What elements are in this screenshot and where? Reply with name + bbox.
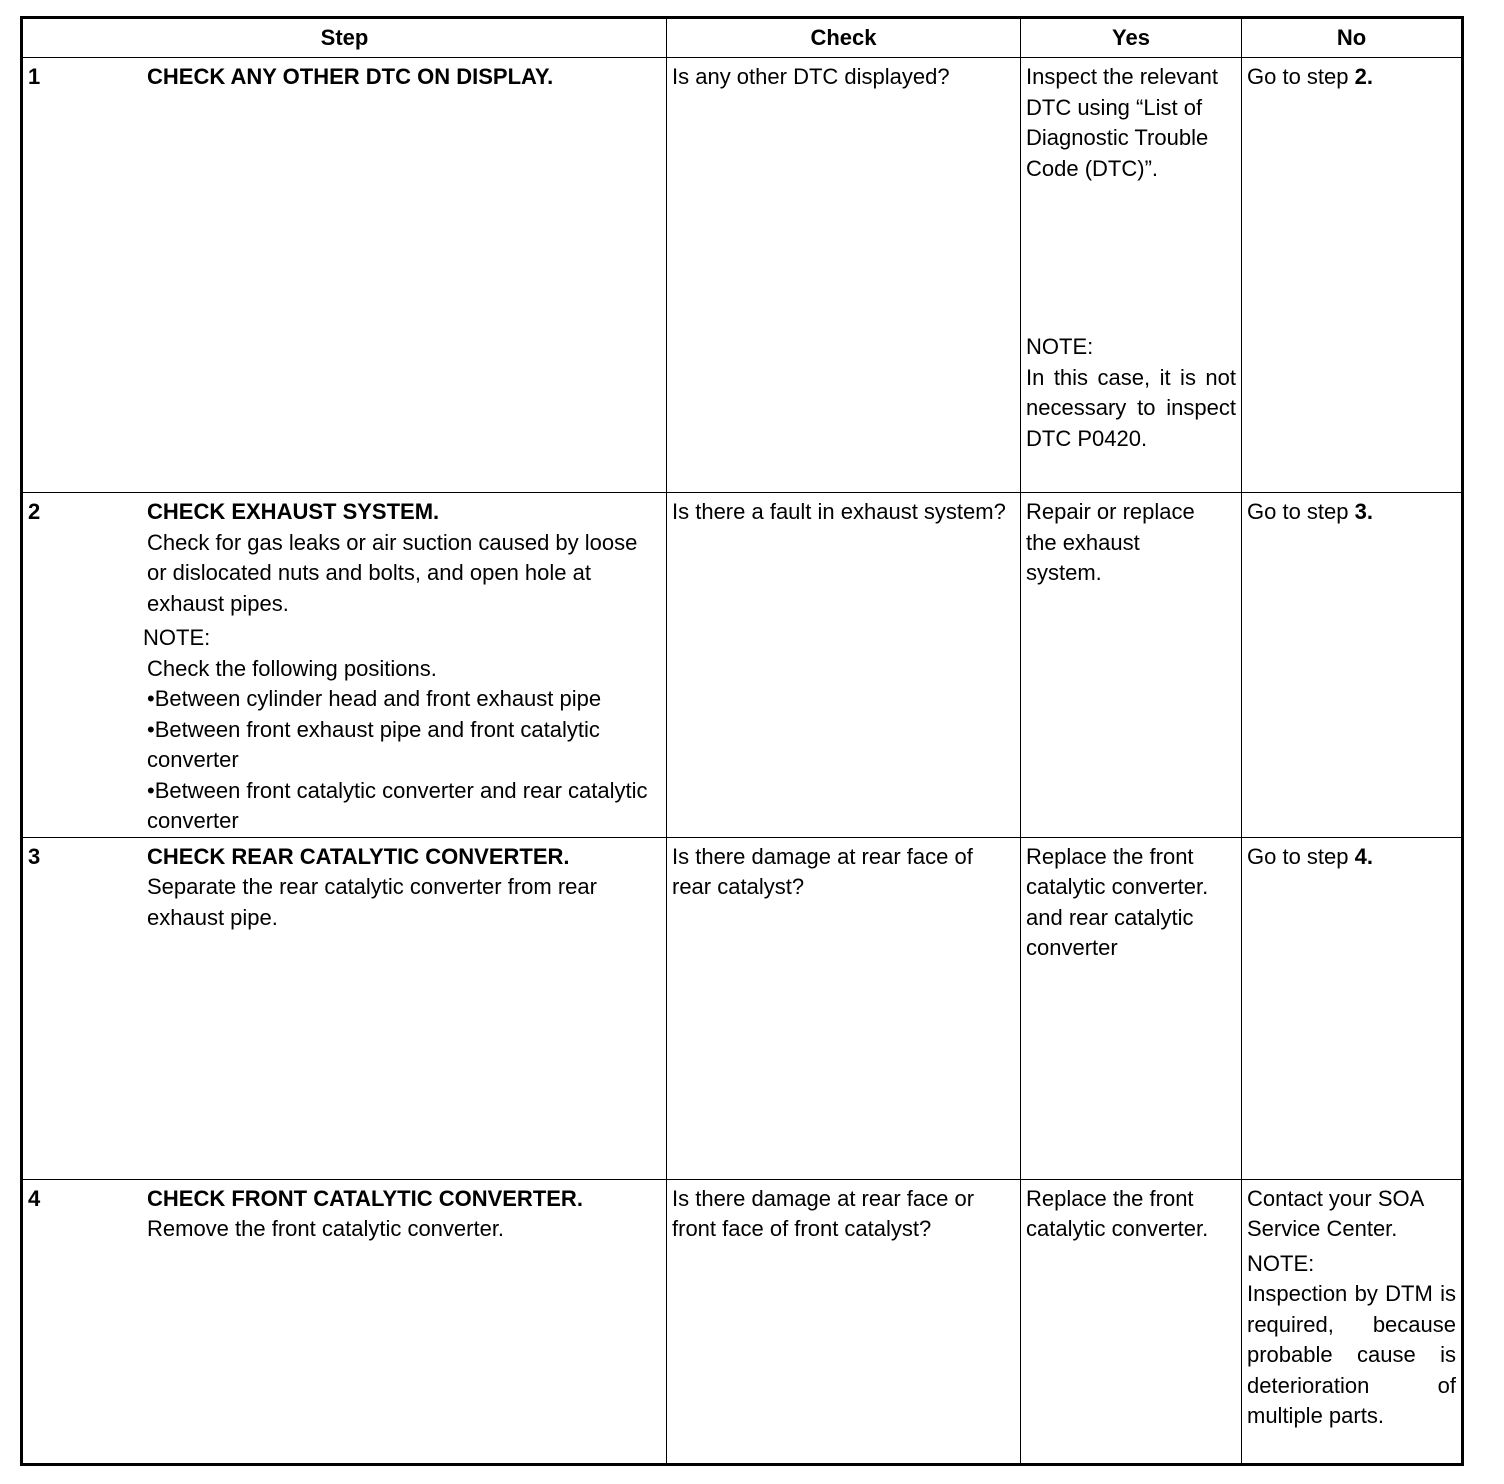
yes-cell [1021, 1179, 1242, 1465]
step-body: Check for gas leaks or air suction caused by loose or dislocated nuts and bolts, and open hole at exhaust pipes. [147, 529, 638, 616]
check-text: Is there damage at rear face or front face of front catalyst? [672, 1185, 975, 1241]
yes-cell [1021, 837, 1242, 1179]
check-text: Is there a fault in exhaust system? [672, 499, 1006, 524]
step-cell [22, 837, 667, 1179]
yes-note-label: NOTE: [1026, 334, 1094, 359]
header-yes: Yes [1021, 18, 1242, 58]
note-bullet: •Between cylinder head and front exhaust pipe [147, 686, 602, 711]
step-body: Separate the rear catalytic converter from rear exhaust pipe. [147, 874, 597, 930]
no-prefix: Go to step [1247, 64, 1355, 89]
header-no: No [1242, 18, 1463, 58]
no-step: 2. [1354, 64, 1373, 89]
yes-text: Repair or replace the exhaust system. [1026, 499, 1195, 585]
no-note-label: NOTE: [1247, 1250, 1315, 1276]
table-row [22, 493, 1463, 838]
yes-cell [1021, 493, 1242, 838]
check-text: Is any other DTC displayed? [672, 64, 950, 89]
no-step: 3. [1354, 499, 1373, 524]
no-prefix: Go to step [1247, 843, 1355, 869]
step-title: CHECK REAR CATALYTIC CONVERTER. [147, 843, 570, 869]
no-cell [1242, 493, 1463, 838]
note-bullet: •Between front catalytic converter and rear catalytic converter [147, 777, 648, 833]
check-cell [667, 493, 1021, 838]
step-note-label: NOTE: [143, 625, 211, 650]
step-number: 1 [28, 64, 41, 89]
step-cell [22, 493, 667, 838]
no-note: Inspection by DTM is required, because probable cause is deterioration of multiple parts. [1247, 1281, 1456, 1428]
yes-note: In this case, it is not necessary to inspect DTC P0420. [1026, 364, 1236, 451]
no-cell [1242, 1179, 1463, 1465]
yes-cell [1021, 58, 1242, 493]
diagnostic-table [20, 16, 1464, 1466]
header-check: Check [667, 18, 1021, 58]
no-prefix: Go to step [1247, 499, 1355, 524]
yes-text: Replace the front catalytic converter. and rear catalytic converter [1026, 843, 1209, 960]
header-row [22, 18, 1463, 58]
check-cell [667, 1179, 1021, 1465]
no-cell [1242, 837, 1463, 1179]
step-number: 2 [28, 499, 41, 524]
no-step: 4. [1354, 843, 1373, 869]
table-row [22, 837, 1463, 1179]
no-cell [1242, 58, 1463, 493]
step-note-intro: Check the following positions. [147, 655, 437, 681]
yes-text: Replace the front catalytic converter. [1026, 1185, 1209, 1241]
step-number: 3 [28, 843, 41, 869]
no-text: Contact your SOA Service Center. [1247, 1185, 1424, 1241]
step-cell [22, 58, 667, 493]
step-body: Remove the front catalytic converter. [147, 1216, 505, 1241]
step-title: CHECK ANY OTHER DTC ON DISPLAY. [147, 64, 554, 89]
step-number: 4 [28, 1185, 41, 1211]
header-step: Step [22, 18, 667, 58]
step-cell [22, 1179, 667, 1465]
table-row [22, 1179, 1463, 1465]
note-bullet: •Between front exhaust pipe and front catalytic converter [147, 716, 600, 772]
check-cell [667, 837, 1021, 1179]
table-row [22, 58, 1463, 493]
yes-text: Inspect the relevant DTC using “List of Diagnostic Trouble Code (DTC)”. [1026, 64, 1219, 181]
check-cell [667, 58, 1021, 493]
check-text: Is there damage at rear face of rear catalyst? [672, 843, 973, 899]
step-title: CHECK FRONT CATALYTIC CONVERTER. [147, 1185, 583, 1211]
step-title: CHECK EXHAUST SYSTEM. [147, 499, 440, 524]
